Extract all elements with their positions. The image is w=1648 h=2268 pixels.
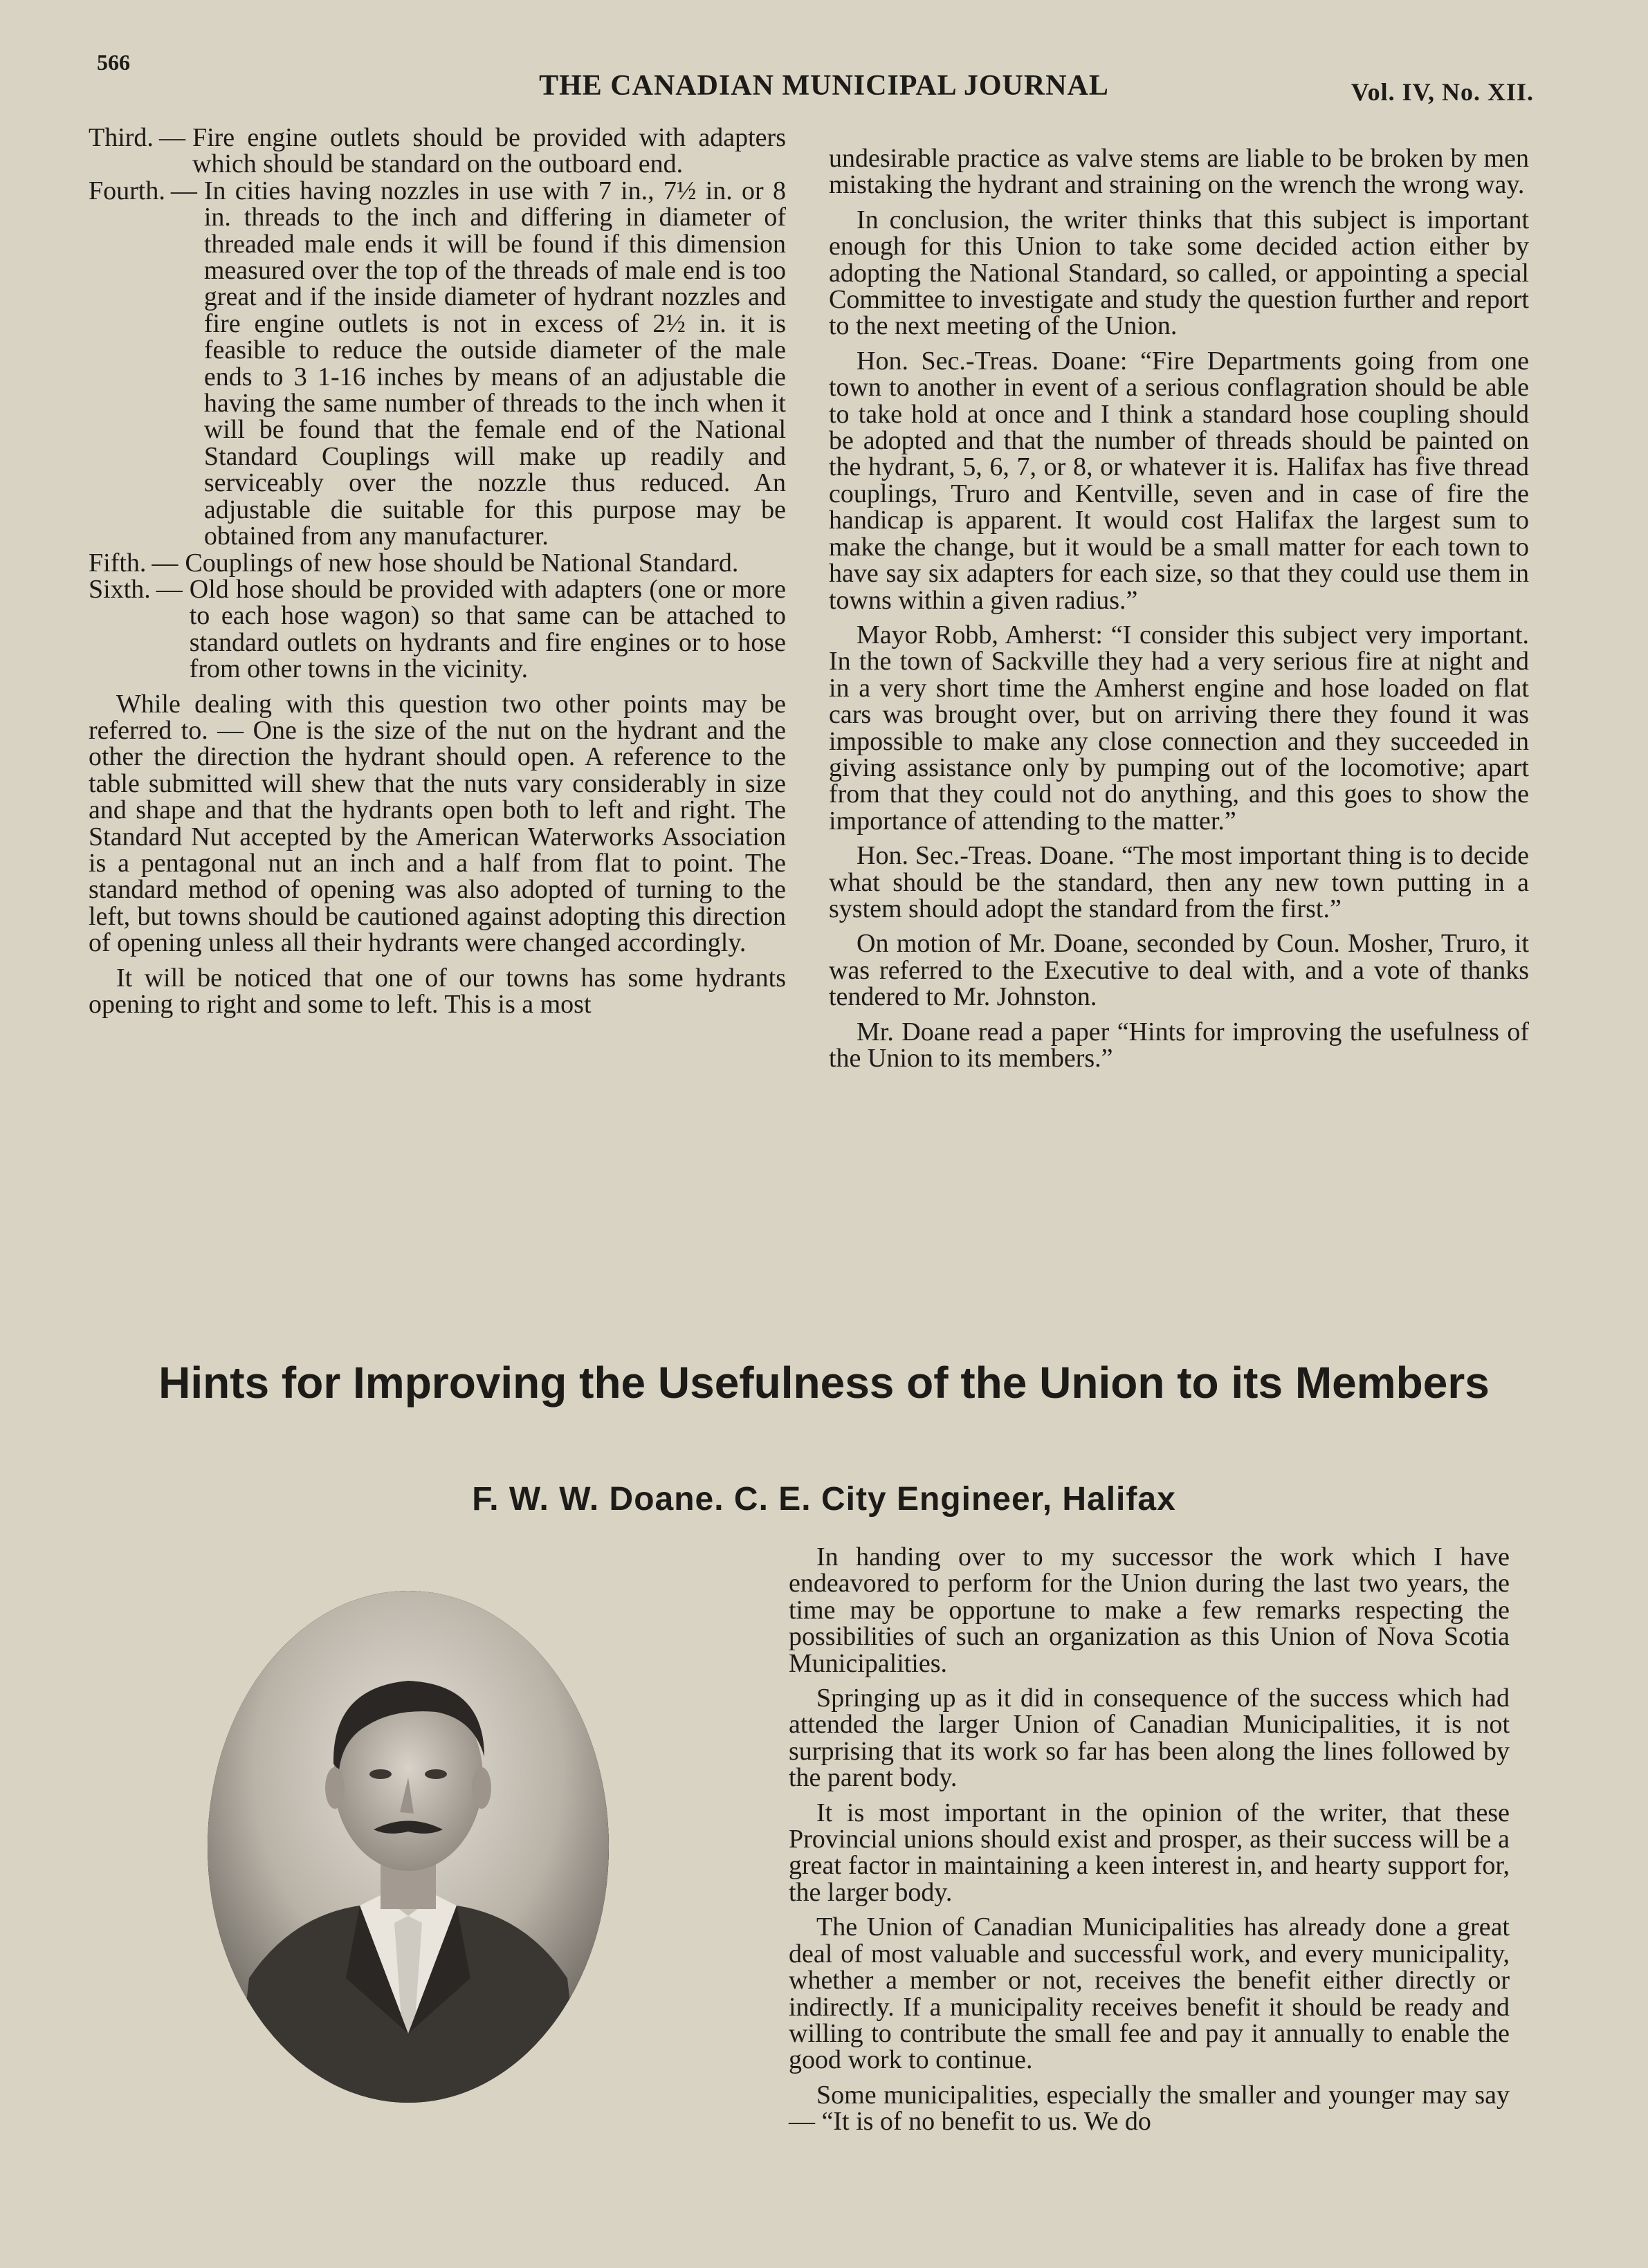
paragraph: Hon. Sec.-Treas. Doane. “The most important thing is to decide what should be the standard, then any new town putting in a system should adopt the standard from the first.” (829, 841, 1529, 923)
author-portrait (208, 1591, 609, 2103)
paragraph: Springing up as it did in consequence of the success which had attended the larger Union of Canadian Municipalities, it is not surprising that its work so far has been along the lines followed by the parent body. (789, 1684, 1510, 1793)
paragraph: While dealing with this question two other points may be referred to. — One is the size of the nut on the hydrant and the other the direction the hydrant should open. A reference to the table submitted will shew that the nuts vary considerably in size and shape and that the hydrants open both to left and right. The Standard Nut accepted by the American Waterworks Association is a pentagonal nut an inch and a half from flat to point. The standard method of opening was also adopted of turning to the left, but towns should be cautioned against adopting this direction of opening unless all their hydrants were changed accordingly. (89, 689, 786, 958)
paragraph: The Union of Canadian Municipalities has already done a great deal of most valuable and successful work, and every municipality, whether a member or not, receives the benefit either directly or indirectly. If a municipality receives benefit it should be ready and willing to contribute the small fee and pay it annually to enable the good work to continue. (789, 1912, 1510, 2075)
item-label: Third. (89, 123, 154, 152)
list-item-third (89, 125, 786, 178)
paragraph: It is most important in the opinion of the writer, that these Provincial unions should exist and prosper, as their success will be a great factor in maintaining a keen interest in, and hearty support for, the larger body. (789, 1798, 1510, 1907)
page-number: 566 (97, 50, 130, 75)
paragraph: On motion of Mr. Doane, seconded by Coun. Mosher, Truro, it was referred to the Executive to deal with, and a vote of thanks tendered to Mr. Johnston. (829, 929, 1529, 1012)
paragraph: Some municipalities, especially the smaller and younger may say — “It is of no benefit to us. We do (789, 2080, 1510, 2137)
volume-issue: Vol. IV, No. XII. (1351, 78, 1534, 106)
item-label: Fifth. (89, 548, 147, 578)
paragraph: In conclusion, the writer thinks that this subject is important enough for this Union to take some decided action either by adopting the National Standard, so called, or appointing a special Committee to investigate and study the question further and report to the next meeting of the Union. (829, 205, 1529, 341)
paragraph: It will be noticed that one of our towns has some hydrants opening to right and some to left. This is a most (89, 963, 786, 1019)
right-column (829, 145, 1529, 1080)
item-text: Fire engine outlets should be provided with adapters which should be standard on the outboard end. (192, 123, 786, 179)
paragraph: undesirable practice as valve stems are liable to be broken by men mistaking the hydrant and straining on the wrench the wrong way. (829, 144, 1529, 200)
list-item-fourth (89, 178, 786, 550)
item-text: Old hose should be provided with adapters (one or more to each hose wagon) so that same can be attached to standard outlets on hydrants and fire engines or to hose from other towns in the vicinity. (189, 574, 786, 684)
paragraph: In handing over to my successor the work which I have endeavored to perform for the Union during the last two years, the time may be opportune to make a few remarks respecting the possibilities of such an organization as this Union of Nova Scotia Municipalities. (789, 1542, 1510, 1678)
paragraph: Mayor Robb, Amherst: “I consider this subject very important. In the town of Sackville they had a very serious fire at night and in a very short time the Amherst engine and hose loaded on flat cars was brought over, but on arriving there they found it was impossible to make any close connection and they succeeded in giving assistance only by pumping out of the locomotive; apart from that they could not do anything, and this goes to show the importance of attending to the matter.” (829, 620, 1529, 836)
item-dash: — (170, 176, 197, 205)
list-item-fifth (89, 550, 786, 576)
list-item-sixth (89, 576, 786, 683)
left-column (89, 125, 786, 1026)
article-body (789, 1544, 1510, 2143)
article-headline: Hints for Improving the Usefulness of the Union to its Members (158, 1358, 1490, 1408)
item-label: Fourth. (89, 176, 165, 205)
item-text: In cities having nozzles in use with 7 in., 7½ in. or 8 in. threads to the inch and differing in diameter of threaded male ends it will be found if this dimension measured over the top of the threads of male end is too great and if the inside diameter of hydrant nozzles and fire engine outlets is not in excess of 2½ in. it is feasible to reduce the outside diameter of the male ends to 3 1-16 inches by means of an adjustable die having the same number of threads to the inch when it will be found that the female end of the National Standard Couplings will make up readily and serviceably over the nozzle thus reduced. An adjustable die suitable for this purpose may be obtained from any manufacturer. (203, 176, 786, 551)
item-label: Sixth. (89, 574, 151, 604)
item-text: Couplings of new hose should be National Standard. (185, 548, 739, 578)
item-dash: — (158, 123, 185, 152)
item-dash: — (156, 574, 183, 604)
paragraph: Mr. Doane read a paper “Hints for improving the usefulness of the Union to its members.” (829, 1017, 1529, 1073)
paragraph: Hon. Sec.-Treas. Doane: “Fire Departments going from one town to another in event of a serious conflagration should be able to take hold at once and I think a standard hose coupling should be adopted and that the number of threads should be painted on the hydrant, 5, 6, 7, or 8, or whatever it is. Halifax has five thread couplings, Truro and Kentville, seven and in case of fire the handicap is apparent. It would cost Halifax the largest sum to make the change, but it would be a small matter for each town to have say six adapters for each size, so that they could use them in towns within a given radius.” (829, 346, 1529, 615)
item-dash: — (152, 548, 178, 578)
portrait-image (208, 1591, 609, 2103)
article-byline: F. W. W. Doane. C. E. City Engineer, Halifax (472, 1481, 1176, 1518)
journal-title: THE CANADIAN MUNICIPAL JOURNAL (539, 70, 1109, 102)
